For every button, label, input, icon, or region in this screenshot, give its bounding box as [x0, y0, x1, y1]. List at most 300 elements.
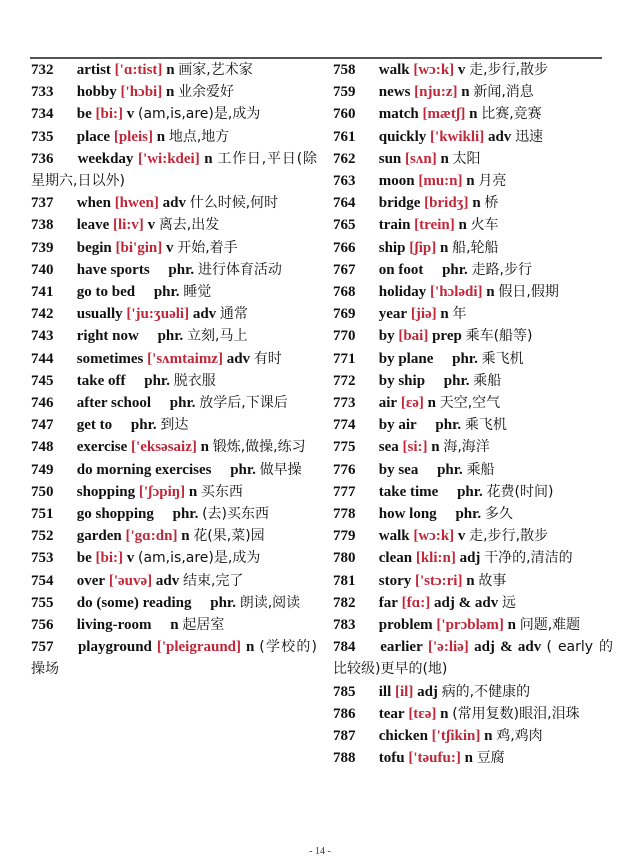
entry-word: earlier	[380, 639, 423, 656]
entry-phonetic: ['stɔ:ri]	[415, 572, 463, 589]
vocab-entry	[333, 325, 613, 347]
entry-word: by plane	[378, 350, 434, 367]
entry-meaning: 什么时候,何时	[189, 195, 279, 212]
entry-word: weekday	[77, 150, 134, 167]
entry-meaning: 睡觉	[183, 284, 212, 301]
entry-word: ship	[378, 239, 406, 256]
entry-word: leave	[76, 217, 110, 234]
entry-word: tear	[378, 705, 405, 722]
vocab-entry	[333, 281, 613, 303]
entry-number: 750	[31, 483, 54, 500]
entry-meaning: 立刻,马上	[187, 328, 248, 345]
entry-phonetic: ['ɑ:tist]	[114, 62, 163, 78]
entry-number: 743	[31, 328, 54, 345]
entry-phonetic: ['prɔbləm]	[436, 617, 504, 634]
entry-phonetic: [sʌn]	[405, 150, 437, 167]
entry-word: be	[76, 106, 92, 123]
entry-number: 788	[333, 750, 356, 767]
entry-word: shopping	[76, 483, 136, 500]
entry-meaning: 花费(时间)	[486, 483, 554, 500]
entry-part-of-speech: phr.	[130, 417, 157, 434]
entry-word: news	[378, 84, 411, 101]
entry-word: walk	[378, 528, 410, 545]
entry-phonetic: [tɛə]	[408, 705, 437, 722]
entry-number: 738	[31, 217, 54, 234]
vocab-entry	[333, 481, 613, 503]
entry-word: chicken	[378, 728, 428, 745]
entry-number: 752	[31, 528, 54, 545]
entry-part-of-speech: adv	[487, 128, 512, 145]
entry-phonetic: [mætʃ]	[422, 106, 466, 123]
entry-part-of-speech: n	[440, 306, 449, 323]
entry-meaning: 乘飞机	[464, 417, 507, 434]
entry-number: 783	[333, 617, 356, 634]
entry-number: 763	[333, 173, 356, 190]
entry-meaning: 比赛,竞赛	[481, 106, 542, 123]
entry-word: sometimes	[76, 350, 144, 367]
entry-number: 732	[31, 62, 54, 78]
vocab-entry	[333, 59, 613, 81]
entry-word: bridge	[378, 195, 421, 212]
entry-meaning: 太阳	[452, 150, 481, 167]
entry-part-of-speech: phr.	[442, 261, 468, 278]
entry-phonetic: [wɔ:k]	[413, 62, 455, 78]
vocab-entry	[333, 525, 613, 547]
entry-word: on foot	[378, 261, 424, 278]
vocab-entry	[333, 170, 613, 192]
entry-number: 751	[31, 506, 54, 523]
entry-part-of-speech: n	[166, 62, 175, 78]
entry-number: 769	[333, 306, 356, 323]
entry-phonetic: [trein]	[414, 217, 455, 234]
entry-phonetic: [li:v]	[112, 217, 144, 234]
entry-part-of-speech: n	[472, 195, 481, 212]
right-column	[333, 59, 613, 770]
entry-word: how long	[378, 506, 437, 523]
entry-part-of-speech: v	[457, 528, 466, 545]
entry-meaning: 远	[501, 594, 516, 611]
entry-meaning: 有时	[253, 350, 282, 367]
entry-number: 753	[31, 550, 54, 567]
entry-phonetic: ['hɔlədi]	[430, 284, 483, 301]
entry-phonetic: ['gɑ:dn]	[125, 528, 178, 545]
entry-number: 748	[31, 439, 54, 456]
vocab-entry	[333, 547, 613, 569]
entry-phonetic: [fɑ:]	[401, 594, 431, 611]
entry-part-of-speech: phr.	[435, 417, 462, 434]
entry-meaning: 海,海洋	[443, 439, 490, 456]
entry-meaning: 锻炼,做操,练习	[212, 439, 306, 456]
entry-part-of-speech: n	[431, 439, 440, 456]
vocab-entry	[31, 126, 317, 148]
entry-part-of-speech: n	[440, 150, 449, 167]
entry-word: by sea	[378, 461, 419, 478]
entry-phonetic: [bai]	[398, 328, 429, 345]
entry-number: 772	[333, 372, 356, 389]
entry-meaning: 鸡,鸡肉	[496, 728, 543, 745]
vocab-entry	[31, 503, 317, 525]
vocab-entry	[31, 237, 317, 259]
entry-meaning: 火车	[470, 217, 499, 234]
entry-meaning: ( early 的比较级)更早的(地)	[333, 639, 614, 678]
entry-meaning: 乘船	[466, 461, 495, 478]
entry-number: 768	[333, 284, 356, 301]
entry-part-of-speech: n	[204, 150, 213, 167]
entry-word: far	[378, 594, 398, 611]
entry-meaning: 离去,出发	[158, 217, 220, 234]
entry-part-of-speech: n	[469, 106, 478, 123]
entry-meaning: 起居室	[182, 617, 225, 634]
entry-part-of-speech: adj & adv	[434, 594, 499, 611]
vocab-entry	[31, 348, 317, 370]
entry-meaning: 工作日,平日(除星期六,日以外)	[31, 150, 318, 190]
entry-meaning: 做早操	[259, 461, 302, 478]
vocab-entry	[333, 103, 613, 125]
entry-word: exercise	[76, 439, 128, 456]
entry-word: air	[378, 395, 398, 412]
entry-part-of-speech: n	[486, 284, 495, 301]
entry-number: 744	[31, 350, 54, 367]
entry-phonetic: ['pleigraund]	[156, 639, 242, 656]
entry-part-of-speech: n	[440, 239, 449, 256]
entry-number: 773	[333, 395, 356, 412]
entry-part-of-speech: adj & adv	[474, 639, 542, 656]
vocab-entry	[31, 459, 317, 481]
vocab-entry	[333, 503, 613, 525]
entry-word: story	[378, 572, 412, 589]
entry-phonetic: ['təufu:]	[408, 750, 461, 767]
entry-meaning: 通常	[219, 306, 248, 323]
entry-part-of-speech: n	[461, 84, 470, 101]
entry-number: 735	[31, 128, 54, 145]
entry-part-of-speech: v	[147, 217, 156, 234]
entry-phonetic: [bi:]	[95, 550, 123, 567]
entry-part-of-speech: n	[181, 528, 190, 545]
vocab-entry	[31, 592, 317, 614]
entry-number: 736	[31, 150, 54, 167]
entry-word: match	[378, 106, 419, 123]
entry-phonetic: [ʃip]	[409, 239, 437, 256]
entry-number: 764	[333, 195, 356, 212]
entry-number: 758	[333, 62, 356, 78]
entry-part-of-speech: phr.	[168, 261, 195, 278]
entry-meaning: 问题,难题	[519, 617, 581, 634]
entry-word: walk	[378, 62, 410, 78]
entry-meaning: 乘船	[473, 372, 502, 389]
entry-number: 740	[31, 261, 54, 278]
entry-phonetic: [il]	[395, 683, 414, 700]
entry-part-of-speech: adv	[162, 195, 186, 212]
vocab-entry	[31, 325, 317, 347]
entry-part-of-speech: n	[458, 217, 467, 234]
entry-part-of-speech: n	[156, 128, 166, 145]
vocab-entry	[333, 436, 613, 458]
entry-part-of-speech: phr.	[230, 461, 256, 478]
entry-number: 784	[333, 639, 356, 656]
entry-part-of-speech: n	[466, 572, 475, 589]
entry-meaning: 到达	[160, 417, 189, 434]
entry-number: 787	[333, 728, 356, 745]
entry-word: clean	[378, 550, 413, 567]
entry-meaning: (am,is,are)是,成为	[138, 106, 261, 123]
entry-meaning: 假日,假期	[498, 284, 559, 301]
entry-meaning: 乘飞机	[481, 350, 524, 367]
entry-meaning: 放学后,下课后	[199, 395, 288, 412]
entry-number: 745	[31, 372, 54, 389]
entry-meaning: 买东西	[200, 483, 243, 500]
entry-word: right now	[76, 328, 139, 345]
entry-part-of-speech: n	[507, 617, 516, 634]
entry-word: by ship	[378, 372, 426, 389]
entry-word: do morning exercises	[76, 461, 212, 478]
entry-meaning: 故事	[478, 572, 507, 589]
entry-part-of-speech: phr.	[452, 350, 478, 367]
entry-word: usually	[76, 306, 123, 323]
vocab-entry	[333, 703, 613, 725]
entry-number: 785	[333, 683, 356, 700]
entry-part-of-speech: n	[464, 750, 473, 767]
entry-part-of-speech: n	[484, 728, 493, 745]
entry-phonetic: [hwen]	[114, 195, 159, 212]
entry-word: when	[76, 195, 111, 212]
entry-word: by	[378, 328, 395, 345]
entry-word: sun	[378, 150, 402, 167]
entry-part-of-speech: adv	[155, 572, 180, 589]
vocab-entry	[333, 636, 613, 680]
entry-meaning: 年	[452, 306, 467, 323]
entry-number: 733	[31, 84, 54, 101]
entry-meaning: 迅速	[515, 128, 544, 145]
vocab-entry	[333, 392, 613, 414]
entry-word: quickly	[378, 128, 427, 145]
entry-number: 754	[31, 572, 54, 589]
vocab-entry	[31, 614, 317, 636]
vocab-entry	[31, 259, 317, 281]
entry-word: place	[76, 128, 111, 145]
entry-word: garden	[76, 528, 122, 545]
entry-meaning: 朗读,阅读	[239, 594, 301, 611]
entry-part-of-speech: adj	[459, 550, 481, 567]
entry-part-of-speech: phr.	[153, 284, 180, 301]
entry-number: 755	[31, 594, 54, 611]
vocab-entry	[333, 370, 613, 392]
entry-number: 734	[31, 106, 54, 123]
entry-number: 741	[31, 284, 54, 301]
vocab-entry	[31, 81, 317, 103]
vocab-entry	[31, 281, 317, 303]
entry-phonetic: [bridʒ]	[424, 195, 469, 212]
entry-part-of-speech: n	[165, 84, 175, 101]
entry-meaning: 进行体育活动	[197, 261, 282, 278]
entry-meaning: 业余爱好	[178, 84, 235, 101]
entry-phonetic: [kli:n]	[415, 550, 456, 567]
entry-phonetic: ['əuvə]	[108, 572, 153, 589]
entry-word: problem	[378, 617, 433, 634]
entry-meaning: 多久	[484, 506, 513, 523]
entry-number: 762	[333, 150, 356, 167]
entry-number: 770	[333, 328, 356, 345]
entry-number: 746	[31, 395, 54, 412]
vocab-entry	[31, 547, 317, 569]
entry-word: take time	[378, 483, 439, 500]
entry-number: 786	[333, 705, 356, 722]
vocab-entry	[31, 192, 317, 214]
entry-word: living-room	[76, 617, 152, 634]
entry-meaning: (学校的)操场	[31, 639, 318, 678]
entry-number: 766	[333, 239, 356, 256]
entry-number: 765	[333, 217, 356, 234]
entry-word: year	[378, 306, 408, 323]
entry-word: have sports	[76, 261, 150, 278]
vocab-entry	[31, 214, 317, 236]
entry-part-of-speech: phr.	[172, 506, 199, 523]
vocab-entry	[31, 392, 317, 414]
entry-word: ill	[378, 683, 392, 700]
entry-part-of-speech: adv	[192, 306, 217, 323]
vocab-entry	[333, 348, 613, 370]
vocab-entry	[333, 414, 613, 436]
vocab-entry	[31, 525, 317, 547]
vocab-entry	[333, 148, 613, 170]
entry-meaning: 走,步行,散步	[469, 528, 549, 545]
entry-number: 777	[333, 483, 356, 500]
entry-phonetic: [wɔ:k]	[413, 528, 455, 545]
entry-part-of-speech: phr.	[169, 395, 196, 412]
entry-part-of-speech: phr.	[457, 483, 483, 500]
entry-number: 775	[333, 439, 356, 456]
vocab-entry	[333, 192, 613, 214]
vocab-entry	[31, 370, 317, 392]
entry-part-of-speech: phr.	[144, 372, 170, 389]
entry-word: by air	[378, 417, 417, 434]
vocab-entry	[333, 81, 613, 103]
entry-part-of-speech: n	[440, 705, 449, 722]
entry-meaning: 天空,空气	[439, 395, 501, 412]
entry-number: 782	[333, 594, 356, 611]
entry-part-of-speech: v	[165, 239, 174, 256]
entry-part-of-speech: n	[200, 439, 209, 456]
entry-phonetic: ['hɔbi]	[120, 84, 163, 101]
entry-word: over	[76, 572, 106, 589]
vocab-entry	[333, 237, 613, 259]
entry-number: 781	[333, 572, 356, 589]
entry-word: moon	[378, 173, 415, 190]
entry-meaning: 新闻,消息	[473, 84, 534, 101]
vocab-entry	[333, 681, 613, 703]
vocab-entry	[333, 747, 613, 769]
vocab-entry	[31, 436, 317, 458]
entry-word: train	[378, 217, 411, 234]
vocab-entry	[333, 214, 613, 236]
entry-part-of-speech: prep	[432, 328, 462, 345]
entry-meaning: 地点,地方	[168, 128, 230, 145]
entry-phonetic: ['ju:ʒuəli]	[126, 306, 190, 323]
vocab-entry	[31, 103, 317, 125]
entry-phonetic: ['kwikli]	[430, 128, 485, 145]
entry-phonetic: [pleis]	[113, 128, 153, 145]
entry-part-of-speech: phr.	[157, 328, 184, 345]
entry-number: 776	[333, 461, 356, 478]
entry-part-of-speech: n	[466, 173, 475, 190]
entry-part-of-speech: adj	[417, 683, 438, 700]
vocab-entry	[31, 414, 317, 436]
entry-word: tofu	[378, 750, 405, 767]
entry-number: 742	[31, 306, 54, 323]
entry-number: 780	[333, 550, 356, 567]
entry-number: 759	[333, 84, 356, 101]
entry-part-of-speech: n	[170, 617, 179, 634]
entry-meaning: 病的,不健康的	[441, 683, 531, 700]
entry-part-of-speech: phr.	[437, 461, 463, 478]
entry-number: 749	[31, 461, 54, 478]
entry-meaning: 走,步行,散步	[469, 62, 549, 78]
entry-meaning: 结束,完了	[183, 572, 244, 589]
entry-word: artist	[76, 62, 111, 78]
entry-part-of-speech: v	[457, 62, 466, 78]
entry-meaning: 走路,步行	[471, 261, 533, 278]
entry-number: 778	[333, 506, 356, 523]
entry-phonetic: [jiə]	[410, 306, 437, 323]
vocab-entry	[333, 259, 613, 281]
entry-word: do (some) reading	[76, 594, 192, 611]
entry-phonetic: [si:]	[402, 439, 428, 456]
entry-number: 747	[31, 417, 54, 434]
entry-meaning: 豆腐	[476, 750, 505, 767]
entry-meaning: 船,轮船	[452, 239, 499, 256]
entry-part-of-speech: n	[245, 639, 255, 656]
vocab-entry	[31, 59, 317, 81]
left-column	[31, 59, 317, 681]
page-number: - 14 -	[309, 846, 331, 857]
entry-word: sea	[378, 439, 399, 456]
vocab-entry	[333, 126, 613, 148]
vocab-entry	[31, 148, 317, 192]
entry-number: 774	[333, 417, 356, 434]
entry-phonetic: [nju:z]	[414, 84, 458, 101]
vocab-entry	[333, 459, 613, 481]
entry-phonetic: ['eksəsaiz]	[131, 439, 197, 456]
entry-part-of-speech: phr.	[210, 594, 236, 611]
entry-meaning: (常用复数)眼泪,泪珠	[452, 705, 580, 722]
entry-meaning: 桥	[484, 195, 499, 212]
entry-phonetic: ['sʌmtaimz]	[147, 350, 223, 367]
entry-word: go to bed	[76, 284, 136, 301]
entry-phonetic: ['ʃɔpiŋ]	[138, 483, 186, 500]
entry-word: begin	[76, 239, 112, 256]
vocab-entry	[333, 570, 613, 592]
entry-phonetic: ['tʃikin]	[431, 728, 481, 745]
entry-number: 760	[333, 106, 356, 123]
entry-part-of-speech: v	[126, 106, 135, 123]
entry-number: 737	[31, 195, 54, 212]
entry-part-of-speech: adv	[226, 350, 251, 367]
entry-part-of-speech: n	[427, 395, 436, 412]
entry-part-of-speech: v	[126, 550, 135, 567]
entry-number: 771	[333, 350, 356, 367]
entry-word: get to	[76, 417, 113, 434]
entry-number: 767	[333, 261, 356, 278]
vocab-entry	[333, 303, 613, 325]
entry-word: after school	[76, 395, 152, 412]
entry-word: holiday	[378, 284, 427, 301]
entry-word: playground	[77, 639, 152, 656]
entry-part-of-speech: n	[188, 483, 198, 500]
entry-word: hobby	[76, 84, 117, 101]
entry-phonetic: ['wi:kdei]	[138, 150, 200, 167]
entry-meaning: 月亮	[478, 173, 507, 190]
vocab-entry	[333, 614, 613, 636]
entry-meaning: (am,is,are)是,成为	[138, 550, 261, 567]
